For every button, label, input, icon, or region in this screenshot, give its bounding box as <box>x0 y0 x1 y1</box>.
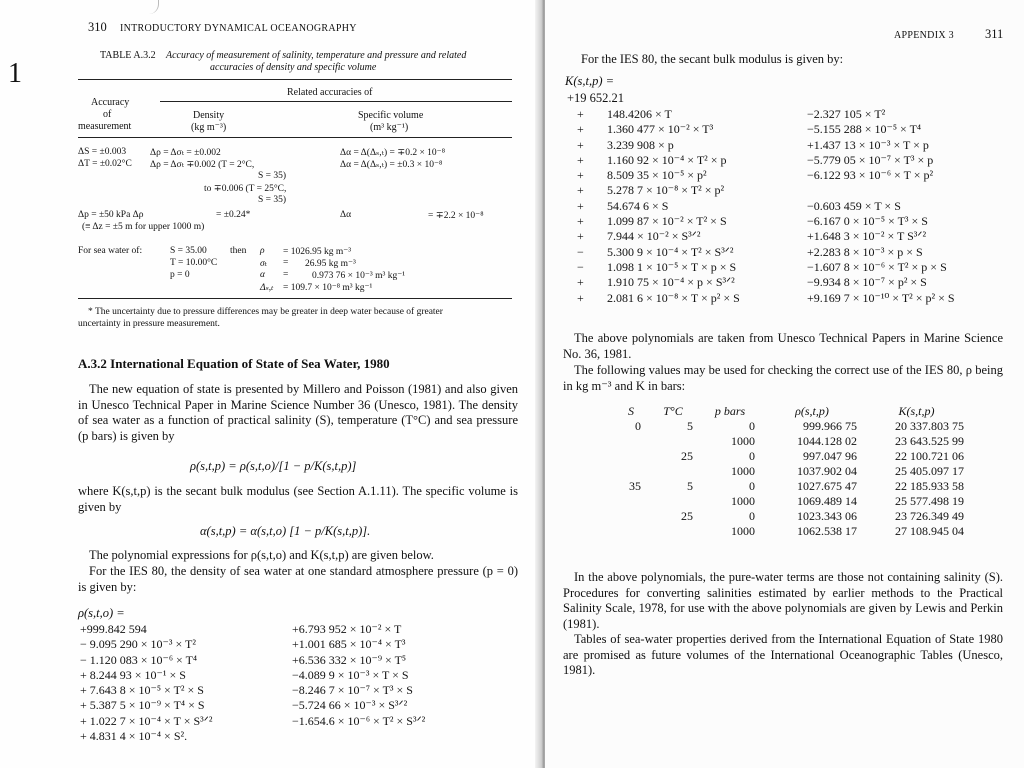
cell: 0 <box>749 509 755 523</box>
table-caption-line1: Accuracy of measurement of salinity, temperature and pressure and related <box>166 50 467 61</box>
k-sign: + <box>577 183 584 198</box>
paragraph-secant-intro: For the IES 80, the secant bulk modulus is given by: <box>581 52 844 66</box>
paragraph-intro: The new equation of state is presented by Millero and Poisson (1981) and also given in Unesco Technical Paper in Marine Science Number 36 (Unesco, 1981). The density of sea water as a function of practical salinity (S), temperature (T°C) and sea pressure (p bars) is given by <box>78 382 518 443</box>
table-row <box>615 494 970 509</box>
table-row <box>615 434 970 449</box>
k-term: 1.160 92 × 10⁻⁴ × T² × p <box>607 152 727 167</box>
cell <box>647 494 699 509</box>
paragraph-ies80: For the IES 80, the density of sea water at one standard atmosphere pressure (p = 0) is given by: <box>78 564 518 594</box>
th-accuracy-2: of <box>103 109 112 120</box>
cell: 5 <box>687 419 693 433</box>
k-term: +1.648 3 × 10⁻² × T S³ᐟ² <box>807 229 927 244</box>
cell: 1023.343 06 <box>797 509 857 523</box>
table-header-rule <box>78 137 512 138</box>
k-sign: + <box>577 137 584 152</box>
t-row1-accuracy: ΔS = ±0.003 <box>78 147 127 157</box>
cell: 0 <box>749 449 755 463</box>
k-sign: + <box>577 290 584 305</box>
t-row5-density: S = 35) <box>258 195 287 205</box>
running-head-right: APPENDIX 3 <box>894 30 954 41</box>
k-sign: + <box>577 214 584 229</box>
th-specvol-2: (m³ kg⁻¹) <box>370 122 409 133</box>
cell: 25 <box>681 449 693 463</box>
seawater-eq-alpha: = <box>283 270 289 280</box>
seawater-val-rho: = 1026.95 kg m⁻³ <box>283 247 352 257</box>
k-term: 2.081 6 × 10⁻⁸ × T × p² × S <box>607 290 740 305</box>
cell <box>615 449 647 464</box>
cell: 1069.489 14 <box>797 494 857 508</box>
k-term: −5.779 05 × 10⁻⁷ × T³ × p <box>807 152 934 167</box>
k-term: 3.239 908 × p <box>607 137 674 152</box>
seawater-s: S = 35.00 <box>170 246 207 256</box>
t-row6-accuracy: Δp = ±50 kPa Δρ <box>78 210 144 220</box>
table-row <box>615 509 970 524</box>
seawater-label: For sea water of: <box>78 246 143 256</box>
k-term: 148.4206 × T <box>607 107 672 121</box>
table-bottom-rule <box>78 298 512 299</box>
k-sign: + <box>577 275 584 290</box>
check-header: K(s,t,p) <box>898 404 935 418</box>
rho-term: +6.536 332 × 10⁻⁹ × T⁵ <box>292 652 407 667</box>
cell: 35 <box>629 479 641 493</box>
rho-term: −1.654.6 × 10⁻⁶ × T² × S³ᐟ² <box>292 713 426 728</box>
th-related-rule <box>160 101 512 102</box>
cell: 1027.675 47 <box>797 479 857 493</box>
cell: 0 <box>749 419 755 433</box>
k-first-term: +19 652.21 <box>567 91 625 105</box>
table-label: TABLE A.3.2 <box>100 50 156 61</box>
k-term: 1.360 477 × 10⁻² × T³ <box>607 122 714 137</box>
rho-term: − 1.120 083 × 10⁻⁶ × T⁴ <box>80 652 198 667</box>
k-term: −0.603 459 × T × S <box>807 198 901 213</box>
check-header: p bars <box>714 404 746 418</box>
k-term: 8.509 35 × 10⁻⁵ × p² <box>607 168 707 183</box>
table-row <box>615 464 970 479</box>
t-row7-note: (≡ Δz = ±5 m for upper 1000 m) <box>82 222 205 232</box>
page-number-left: 310 <box>88 20 107 34</box>
seawater-sym-delta: Δₛ,ₜ <box>260 283 274 293</box>
section-title: A.3.2 International Equation of State of Sea Water, 1980 <box>78 356 390 371</box>
table-row <box>615 419 970 434</box>
k-sign: − <box>577 259 584 274</box>
t-row6-specvol-value: = ∓2.2 × 10⁻⁸ <box>428 211 484 221</box>
k-term: −9.934 8 × 10⁻⁷ × p² × S <box>807 275 927 290</box>
t-row2-density: Δρ = Δσₜ ∓0.002 (T = 2°C, <box>150 160 255 170</box>
k-head: K(s,t,p) = <box>565 74 615 88</box>
cell: 22 185.933 58 <box>895 479 964 493</box>
th-accuracy-1: Accuracy <box>91 97 130 108</box>
k-term: 5.300 9 × 10⁻⁴ × T² × S³ᐟ² <box>607 244 734 259</box>
check-values-table <box>615 404 970 539</box>
rho-term: −4.089 9 × 10⁻³ × T × S <box>292 667 409 682</box>
k-left-terms <box>607 107 740 306</box>
t-row2-accuracy: ΔT = ±0.02°C <box>78 159 132 169</box>
t-row6-density: = ±0.24* <box>216 210 251 220</box>
k-sign: + <box>577 107 584 121</box>
cell <box>615 524 647 539</box>
t-row4-density: to ∓0.006 (T = 25°C, <box>204 184 287 194</box>
footnote-line1: * The uncertainty due to pressure differences may be greater in deep water because of greater <box>88 307 443 317</box>
k-term: 7.944 × 10⁻² × S³ᐟ² <box>607 229 701 244</box>
table-top-rule <box>78 79 512 80</box>
table-row <box>615 479 970 494</box>
rho-term: +999.842 594 <box>80 622 147 636</box>
rho-term: + 8.244 93 × 10⁻¹ × S <box>80 667 186 682</box>
seawater-then: then <box>230 246 247 256</box>
k-term: −2.327 105 × T² <box>807 107 886 121</box>
equation-density: ρ(s,t,p) = ρ(s,t,o)/[1 − p/K(s,t,p)] <box>190 459 357 473</box>
rho-left-terms <box>80 622 212 744</box>
check-header-row <box>615 404 970 419</box>
t-row3-density: S = 35) <box>258 171 287 181</box>
paragraph-source: The above polynomials are taken from Unesco Technical Papers in Marine Science No. 36, 1981. <box>563 331 1003 361</box>
cell: 1044.128 02 <box>797 434 857 448</box>
k-sign: + <box>577 168 584 183</box>
paragraph-polynomials: The polynomial expressions for ρ(s,t,o) and K(s,t,p) are given below. <box>89 548 434 562</box>
rho-term: −8.246 7 × 10⁻⁷ × T³ × S <box>292 683 413 698</box>
cell <box>647 524 699 539</box>
k-signs <box>577 107 584 306</box>
k-term <box>807 183 955 198</box>
cell: 25 577.498 19 <box>895 494 964 508</box>
cell: 1000 <box>731 434 755 448</box>
cell: 25 <box>681 509 693 523</box>
cell: 997.047 96 <box>803 449 857 463</box>
paragraph-secant: where K(s,t,p) is the secant bulk modulus (see Section A.1.11). The specific volume is given by <box>78 484 518 514</box>
cell: 0 <box>635 419 641 433</box>
seawater-sym-sigma: σₜ <box>260 259 268 269</box>
cell: 20 337.803 75 <box>895 419 964 433</box>
cell <box>615 494 647 509</box>
cell <box>615 464 647 479</box>
k-sign: + <box>577 198 584 213</box>
seawater-eq-sigma: = <box>283 258 289 268</box>
cell: 0 <box>749 479 755 493</box>
k-term: +9.169 7 × 10⁻¹⁰ × T² × p² × S <box>807 290 955 305</box>
cell: 1037.902 04 <box>797 464 857 478</box>
seawater-val-sigma: 26.95 kg m⁻³ <box>305 259 356 269</box>
th-related: Related accuracies of <box>287 87 373 98</box>
table-row <box>615 449 970 464</box>
cell: 1000 <box>731 464 755 478</box>
cell: 25 405.097 17 <box>895 464 964 478</box>
k-term: +1.437 13 × 10⁻³ × T × p <box>807 137 929 152</box>
running-head-left: INTRODUCTORY DYNAMICAL OCEANOGRAPHY <box>120 23 357 34</box>
rho-term: −5.724 66 × 10⁻³ × S³ᐟ² <box>292 698 408 713</box>
th-density-2: (kg m⁻³) <box>191 122 227 133</box>
rho-head: ρ(s,t,o) = <box>78 606 125 620</box>
cell <box>647 464 699 479</box>
k-term: 54.674 6 × S <box>607 198 669 213</box>
seawater-t: T = 10.00°C <box>170 258 218 268</box>
margin-mark: 1 <box>8 58 22 89</box>
page-curl <box>140 0 159 14</box>
rho-term: + 4.831 4 × 10⁻⁴ × S². <box>80 729 188 744</box>
check-header: S <box>628 404 634 418</box>
seawater-val-delta: = 109.7 × 10⁻⁸ m³ kg⁻¹ <box>283 283 373 293</box>
paragraph-pure-water: In the above polynomials, the pure-water terms are those not containing salinity (S). Procedures for converting salinities estimated by earlier methods to the Practical Salinity Scale, 1978, for use with the above polynomials are given by Lewis and Perkin (1981). <box>563 570 1003 631</box>
cell: 1000 <box>731 524 755 538</box>
rho-term: + 5.387 5 × 10⁻⁹ × T⁴ × S <box>80 698 205 713</box>
th-density-1: Density <box>193 110 225 121</box>
cell: 5 <box>687 479 693 493</box>
table-caption-line2: accuracies of density and specific volume <box>210 62 377 73</box>
cell <box>647 434 699 449</box>
seawater-sym-rho: ρ <box>260 246 265 256</box>
k-sign: − <box>577 244 584 259</box>
page-number-right: 311 <box>985 27 1004 41</box>
k-sign: + <box>577 229 584 244</box>
cell: 22 100.721 06 <box>895 449 964 463</box>
paragraph-check: The following values may be used for checking the correct use of the IES 80, ρ being in kg m⁻³ and K in bars: <box>563 363 1003 393</box>
cell: 23 643.525 99 <box>895 434 964 448</box>
rho-right-terms <box>292 622 425 729</box>
check-header: T°C <box>663 404 683 418</box>
equation-specvol: α(s,t,p) = α(s,t,o) [1 − p/K(s,t,p)]. <box>200 524 371 538</box>
cell: 1000 <box>731 494 755 508</box>
rho-term: +6.793 952 × 10⁻² × T <box>292 622 402 636</box>
cell <box>615 509 647 524</box>
t-row6-specvol-symbol: Δα <box>340 210 352 220</box>
k-term: 1.098 1 × 10⁻⁵ × T × p × S <box>607 259 737 274</box>
seawater-sym-alpha: α <box>260 270 265 280</box>
seawater-val-alpha: 0.973 76 × 10⁻³ m³ kg⁻¹ <box>312 271 406 281</box>
k-term: −5.155 288 × 10⁻⁵ × T⁴ <box>807 122 922 137</box>
rho-term: + 7.643 8 × 10⁻⁵ × T² × S <box>80 683 204 698</box>
cell: 27 108.945 04 <box>895 524 964 538</box>
k-term: 1.910 75 × 10⁻⁴ × p × S³ᐟ² <box>607 275 735 290</box>
check-header: ρ(s,t,p) <box>795 404 829 418</box>
paragraph-tables: Tables of sea-water properties derived from the International Equation of State 1980 are promised as future volumes of the International Oceanographic Tables (Unesco, 1981). <box>563 632 1003 677</box>
cell <box>615 434 647 449</box>
k-sign: + <box>577 122 584 137</box>
table-row <box>615 524 970 539</box>
k-term: −6.122 93 × 10⁻⁶ × T × p² <box>807 168 934 183</box>
rho-term: + 1.022 7 × 10⁻⁴ × T × S³ᐟ² <box>80 713 213 728</box>
th-accuracy-3: measurement <box>78 121 132 132</box>
footnote-line2: uncertainty in pressure measurement. <box>78 319 220 329</box>
k-term: +2.283 8 × 10⁻³ × p × S <box>807 244 923 259</box>
cell: 1062.538 17 <box>797 524 857 538</box>
k-term: −1.607 8 × 10⁻⁶ × T² × p × S <box>807 259 947 274</box>
t-row1-density: Δρ = Δσₜ = ±0.002 <box>150 148 221 158</box>
cell: 999.966 75 <box>803 419 857 433</box>
cell: 23 726.349 49 <box>895 509 964 523</box>
k-sign: + <box>577 152 584 167</box>
k-term: −6.167 0 × 10⁻⁵ × T³ × S <box>807 214 928 229</box>
k-term: 1.099 87 × 10⁻² × T² × S <box>607 214 727 229</box>
rho-term: +1.001 685 × 10⁻⁴ × T³ <box>292 637 406 652</box>
t-row2-specvol: Δα = Δ(Δₛ,ₜ) = ±0.3 × 10⁻⁸ <box>340 160 443 170</box>
k-right-terms <box>807 107 955 306</box>
t-row1-specvol: Δα = Δ(Δₛ,ₜ) = ∓0.2 × 10⁻⁸ <box>340 148 446 158</box>
seawater-p: p = 0 <box>170 270 190 280</box>
rho-term: − 9.095 290 × 10⁻³ × T² <box>80 637 196 652</box>
right-page <box>545 0 1024 768</box>
k-term: 5.278 7 × 10⁻⁸ × T² × p² <box>607 183 725 198</box>
th-specvol-1: Specific volume <box>358 110 424 121</box>
